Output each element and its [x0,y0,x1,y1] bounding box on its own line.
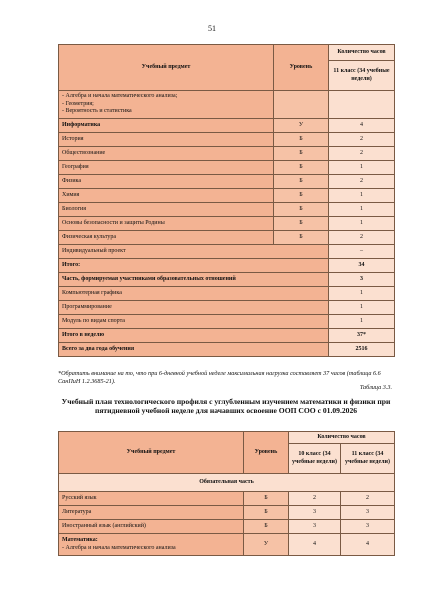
subject-cell: Индивидуальный проект [59,245,329,259]
subject-cell: Основы безопасности и защиты Родины [59,217,274,231]
hours-cell: 1 [329,203,395,217]
subject-cell: Физика [59,175,274,189]
level-cell: Б [274,189,329,203]
table-row [59,133,395,147]
t2-header-hours: Количество часов [289,432,395,444]
table-number: Таблица 3.3. [359,384,392,391]
hours-cell: 3 [329,273,395,287]
table-row [59,231,395,245]
hours-cell [329,91,395,119]
table-row [59,217,395,231]
subject-cell: Компьютерная графика [59,287,329,301]
hours-cell: 2 [329,147,395,161]
curriculum-table-1 [58,44,395,357]
hours-cell: 2516 [329,343,395,357]
level-cell: Б [274,147,329,161]
table-row [59,343,395,357]
hours-cell: 2 [329,231,395,245]
subject-cell: Литература [59,506,244,520]
subject-cell [59,534,244,556]
grade11-cell: 3 [341,520,395,534]
level-cell: Б [274,161,329,175]
subject-cell: Модуль по видам спорта [59,315,329,329]
subject-cell: Обществознание [59,147,274,161]
level-cell [274,91,329,119]
hours-cell: 4 [329,119,395,133]
t2-header-level: Уровень [244,432,289,474]
hours-cell: 1 [329,161,395,175]
table-row [59,161,395,175]
header-hours: Количество часов [329,45,395,61]
subject-cell: Часть, формируемая участниками образовательных отношений [59,273,329,287]
subject-subtitle: - Алгебра и начала математического анализа [62,544,176,551]
subject-cell: География [59,161,274,175]
t2-section-mandatory: Обязательная часть [59,474,395,492]
subject-cell: Химия [59,189,274,203]
level-cell: Б [244,506,289,520]
hours-cell: 1 [329,315,395,329]
subject-cell: Русский язык [59,492,244,506]
hours-cell: 37* [329,329,395,343]
table2-title: Учебный план технологического профиля с углубленным изучением математики и физики при пятидневной учебной неделе для начавших освоение ООП СОО с 01.09.2026 [61,397,391,416]
level-cell: У [274,119,329,133]
grade10-cell: 3 [289,520,341,534]
subject-cell: - Алгебра и начала математического анализа; - Геометрия; - Вероятность и статистика [59,91,274,119]
table-row [59,203,395,217]
hours-cell: 1 [329,217,395,231]
t2-header-grade11: 11 класс (34 учебные недели) [341,444,395,474]
hours-cell: 2 [329,133,395,147]
table-row [59,189,395,203]
level-cell: Б [274,203,329,217]
subject-cell: Биология [59,203,274,217]
table-row [59,534,395,556]
table-row [59,147,395,161]
grade10-cell: 2 [289,492,341,506]
subject-cell: Информатика [59,119,274,133]
grade10-cell: 3 [289,506,341,520]
hours-cell: 1 [329,287,395,301]
table-row [59,287,395,301]
hours-cell: 1 [329,301,395,315]
table-row [59,301,395,315]
grade11-cell: 3 [341,506,395,520]
table-row [59,506,395,520]
subject-cell: История [59,133,274,147]
table-row [59,175,395,189]
level-cell: Б [274,231,329,245]
level-cell: Б [244,520,289,534]
table-row [59,119,395,133]
footnote: *Обратить внимание на то, что при 6-дневной учебной неделе максимальная нагрузка составляет 37 часов (таблица 6.6 СанПиН 1.2.3685-21). [58,370,381,386]
header-grade11: 11 класс (34 учебные недели) [329,61,395,91]
table-row [59,91,395,119]
subject-cell: Всего за два года обучения [59,343,329,357]
grade11-cell: 4 [341,534,395,556]
level-cell: Б [274,133,329,147]
page-number: 51 [208,24,216,33]
subject-cell: Итого: [59,259,329,273]
subject-cell: Программирование [59,301,329,315]
header-level: Уровень [274,45,329,91]
table-row [59,245,395,259]
table-row [59,329,395,343]
t2-header-grade10: 10 класс (34 учебные недели) [289,444,341,474]
table-row [59,273,395,287]
table-row [59,492,395,506]
level-cell: Б [274,217,329,231]
level-cell: Б [274,175,329,189]
subject-cell: Итого в неделю [59,329,329,343]
grade10-cell: 4 [289,534,341,556]
level-cell: Б [244,492,289,506]
level-cell: У [244,534,289,556]
header-subject: Учебный предмет [59,45,274,91]
subject-cell: Физическая культура [59,231,274,245]
hours-cell: – [329,245,395,259]
curriculum-table-2 [58,431,395,556]
table-row [59,259,395,273]
subject-title: Математика: [62,537,98,543]
subject-cell: Иностранный язык (английский) [59,520,244,534]
grade11-cell: 2 [341,492,395,506]
hours-cell: 34 [329,259,395,273]
table-row [59,520,395,534]
hours-cell: 2 [329,175,395,189]
hours-cell: 1 [329,189,395,203]
table-row [59,315,395,329]
t2-header-subject: Учебный предмет [59,432,244,474]
